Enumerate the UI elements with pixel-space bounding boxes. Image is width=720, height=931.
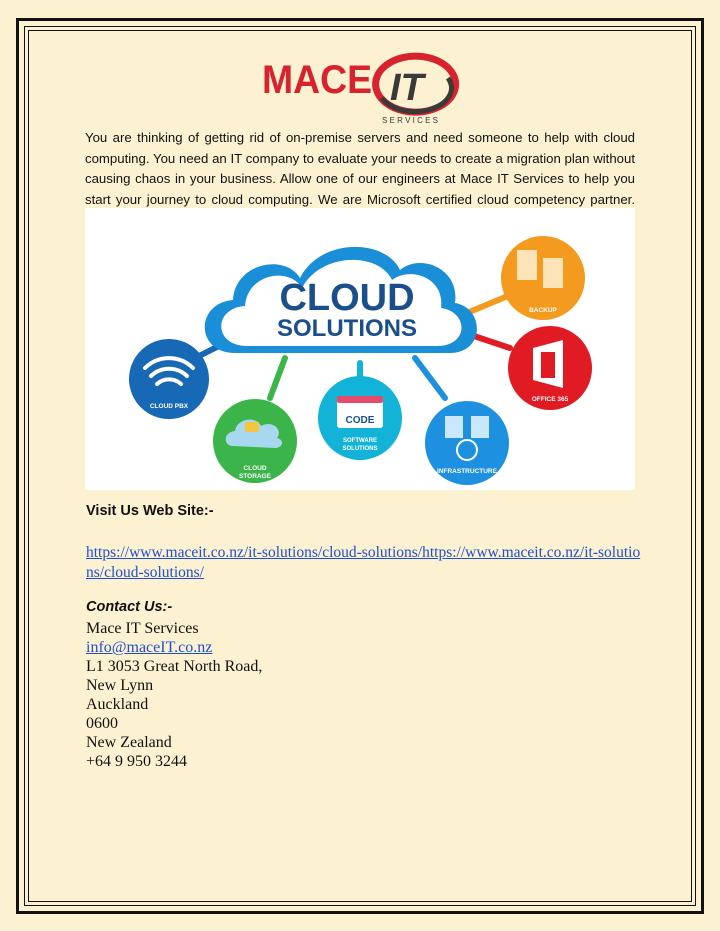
- cloud-pbx-label: CLOUD PBX: [149, 403, 189, 410]
- infrastructure-node: [425, 401, 509, 485]
- office365-node: [508, 326, 592, 410]
- contact-suburb: New Lynn: [86, 677, 154, 694]
- contact-heading: Contact Us:-: [86, 599, 173, 615]
- cloud-title-line1: CLOUD: [279, 277, 415, 319]
- cloud-storage-label-1: CLOUD: [243, 465, 267, 472]
- logo-badge: [376, 56, 456, 112]
- cloud-title-line2: SOLUTIONS: [276, 315, 418, 342]
- server-icon: [517, 250, 537, 280]
- intro-paragraph: You are thinking of getting rid of on-premise servers and need someone to help with cloud computing. You need an IT company to evaluate your needs to create a migration plan without causing chaos in your business. Allow one of our engineers at Mace IT Services to help you start your journey to cloud computing. We are Microsoft certified cloud competency partner.: [85, 130, 635, 207]
- website-link[interactable]: https://www.maceit.co.nz/it-solutions/cloud-solutions/https://www.maceit.co.nz/it-solutions/cloud-solutions/: [86, 544, 641, 581]
- contact-city: Auckland: [86, 696, 149, 713]
- contact-details: [86, 619, 262, 771]
- contact-phone: +64 9 950 3244: [86, 753, 188, 770]
- backup-node: [501, 236, 585, 320]
- contact-postcode: 0600: [86, 715, 118, 732]
- infrastructure-label: INFRASTRUCTURE: [437, 468, 497, 475]
- cloud-solutions-illustration: [85, 208, 635, 490]
- visit-heading: Visit Us Web Site:-: [86, 503, 214, 519]
- contact-company: Mace IT Services: [86, 620, 199, 637]
- cloud-storage-node: [213, 399, 297, 483]
- main-cloud: [205, 247, 477, 353]
- office365-label: OFFICE 365: [531, 396, 569, 403]
- software-label-1: SOFTWARE: [343, 438, 377, 444]
- cloud-pbx-node: [129, 339, 209, 419]
- code-label: CODE: [345, 415, 375, 426]
- software-label-2: SOLUTIONS: [342, 446, 378, 452]
- logo-tagline: S E R V I C E S: [382, 116, 439, 125]
- logo-badge-text: IT: [390, 67, 424, 109]
- contact-country: New Zealand: [86, 734, 172, 751]
- cloud-storage-label-2: STORAGE: [238, 473, 272, 480]
- contact-email-link[interactable]: info@maceIT.co.nz: [86, 639, 213, 656]
- contact-address: L1 3053 Great North Road,: [86, 658, 263, 675]
- backup-label: BACKUP: [529, 307, 557, 314]
- mace-it-logo: [258, 48, 468, 126]
- logo-word: MACE: [262, 58, 372, 102]
- rack-icon: [445, 416, 463, 438]
- software-solutions-node: [318, 376, 402, 460]
